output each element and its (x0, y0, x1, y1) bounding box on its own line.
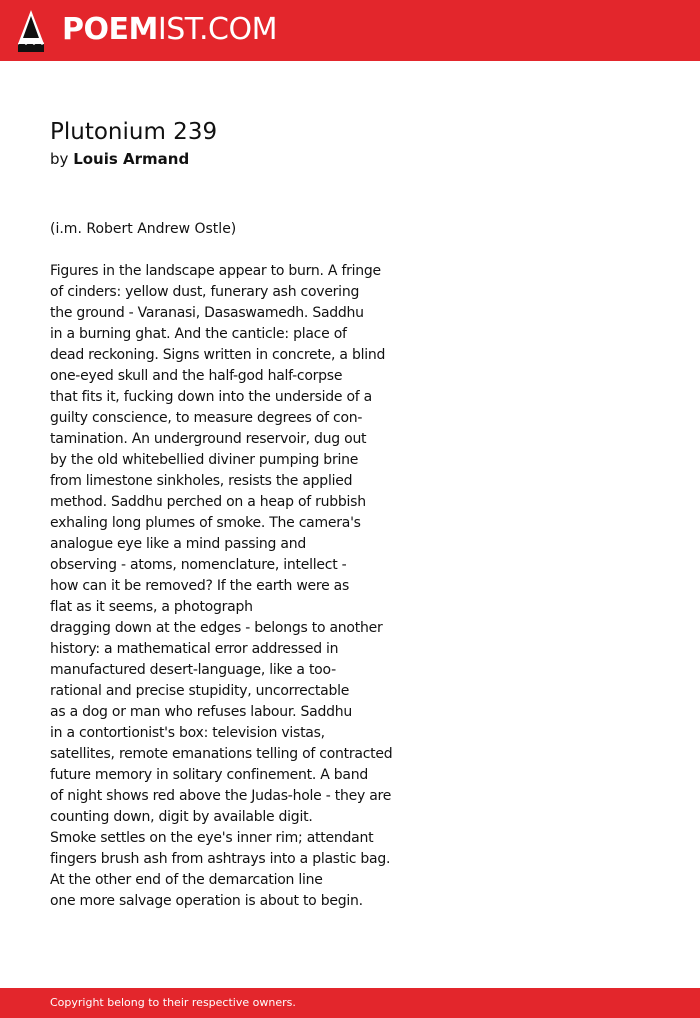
poem-title: Plutonium 239 (50, 119, 218, 145)
byline (50, 148, 189, 170)
poem-line: dragging down at the edges - belongs to another (50, 620, 383, 636)
poem-line: that fits it, fucking down into the underside of a (50, 389, 372, 405)
poem-line: flat as it seems, a photograph (50, 599, 253, 615)
poem-line: one more salvage operation is about to begin. (50, 893, 363, 909)
copyright-notice: Copyright belong to their respective owners. (50, 996, 296, 1009)
poem-line: analogue eye like a mind passing and (50, 536, 306, 552)
site-footer (0, 988, 700, 1018)
poem-line: fingers brush ash from ashtrays into a plastic bag. (50, 851, 391, 867)
poem-body (50, 261, 670, 912)
poem-line: rational and precise stupidity, uncorrectable (50, 683, 350, 699)
poem-line: method. Saddhu perched on a heap of rubbish (50, 494, 366, 510)
pencil-icon (18, 10, 44, 52)
poem-line: by the old whitebellied diviner pumping brine (50, 452, 359, 468)
poem-line: as a dog or man who refuses labour. Saddhu (50, 704, 352, 720)
poem-line: from limestone sinkholes, resists the applied (50, 473, 353, 489)
poem-line: how can it be removed? If the earth were as (50, 578, 350, 594)
logo-text-bold: POEM (62, 12, 158, 47)
logo-text-light: IST.COM (157, 12, 277, 47)
dedication: (i.m. Robert Andrew Ostle) (50, 221, 237, 237)
poem-line: dead reckoning. Signs written in concrete, a blind (50, 347, 386, 363)
poem-line: future memory in solitary confinement. A band (50, 767, 368, 783)
poem-line: satellites, remote emanations telling of contracted (50, 746, 393, 762)
poem-line: tamination. An underground reservoir, dug out (50, 431, 367, 447)
poem-line: of cinders: yellow dust, funerary ash covering (50, 284, 360, 300)
poem-line: Figures in the landscape appear to burn. A fringe (50, 263, 381, 279)
poem-line: observing - atoms, nomenclature, intellect - (50, 557, 347, 573)
poem-line: the ground - Varanasi, Dasaswamedh. Saddhu (50, 305, 364, 321)
poem-line: Smoke settles on the eye's inner rim; attendant (50, 830, 374, 846)
poem-line: At the other end of the demarcation line (50, 872, 323, 888)
poem-line: in a burning ghat. And the canticle: place of (50, 326, 347, 342)
by-label: by (50, 150, 69, 168)
poem-line: history: a mathematical error addressed in (50, 641, 339, 657)
site-header (0, 0, 700, 61)
poem-line: counting down, digit by available digit. (50, 809, 313, 825)
poem-line: one-eyed skull and the half-god half-corpse (50, 368, 343, 384)
site-logo[interactable] (62, 12, 277, 48)
poem-line: guilty conscience, to measure degrees of con- (50, 410, 363, 426)
poem-line: manufactured desert-language, like a too- (50, 662, 336, 678)
poem-line: exhaling long plumes of smoke. The camera's (50, 515, 361, 531)
poem-line: in a contortionist's box: television vistas, (50, 725, 325, 741)
author-name: Louis Armand (73, 150, 190, 168)
poem-line: of night shows red above the Judas-hole - they are (50, 788, 392, 804)
